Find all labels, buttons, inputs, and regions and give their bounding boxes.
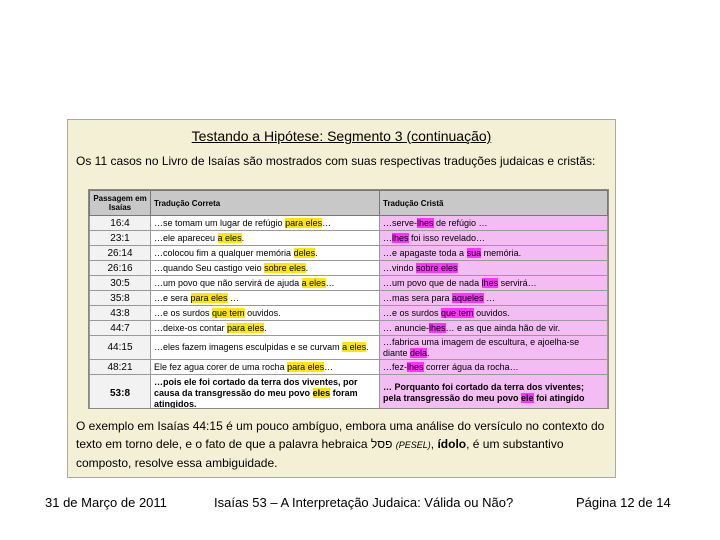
conclusion-text xyxy=(76,417,611,472)
christian-translation xyxy=(380,276,608,291)
passage-ref: 26:14 xyxy=(90,246,151,261)
highlighted-text: para eles xyxy=(285,217,323,228)
text-segment: ouvidos. xyxy=(473,307,510,318)
correct-translation xyxy=(151,216,380,231)
text-segment: correr água da rocha… xyxy=(423,361,519,372)
text-segment: . xyxy=(264,322,267,333)
footer-date: 31 de Março de 2011 xyxy=(45,495,167,510)
text-segment: …mas sera para xyxy=(383,292,453,303)
christian-translation xyxy=(380,291,608,306)
hebrew-word: פסל xyxy=(370,437,393,451)
text-segment: … e as que ainda hão de vir. xyxy=(445,322,561,333)
correct-translation xyxy=(151,321,380,336)
table-row xyxy=(90,261,608,276)
slide-panel xyxy=(67,119,616,478)
text-segment: servirá… xyxy=(498,277,537,288)
table-row xyxy=(90,246,608,261)
comparison-table xyxy=(89,190,608,409)
correct-translation xyxy=(151,336,380,360)
text-segment: …ele apareceu xyxy=(154,232,218,243)
conclusion-part-2: , é um substantivo composto, resolve essa ambiguidade. xyxy=(76,437,564,470)
table-header-row xyxy=(90,191,608,216)
highlighted-text: sua xyxy=(466,247,482,258)
correct-translation xyxy=(151,246,380,261)
text-segment: … Porquanto foi cortado da terra dos viventes; pela transgressão do meu povo xyxy=(383,382,585,403)
highlighted-text: a eles xyxy=(301,277,326,288)
text-segment: … xyxy=(483,292,496,303)
correct-translation xyxy=(151,261,380,276)
correct-translation xyxy=(151,276,380,291)
text-segment: …e apagaste toda a xyxy=(383,247,467,258)
text-segment: …fabrica uma imagem de escultura, e ajoelha-se diante xyxy=(383,336,580,358)
conclusion-part-1: O exemplo em Isaías 44:15 é um pouco ambíguo, embora uma análise do versículo no contexto do texto em torno dele, e o fato de que a palavra hebraica xyxy=(76,419,605,451)
slide-title: Testando a Hipótese: Segmento 3 (continuação) xyxy=(191,128,492,144)
highlighted-text: eles xyxy=(312,387,331,398)
christian-translation xyxy=(380,336,608,360)
correct-translation xyxy=(151,231,380,246)
passage-ref: 23:1 xyxy=(90,231,151,246)
christian-translation xyxy=(380,246,608,261)
text-segment: … xyxy=(325,277,335,288)
christian-translation xyxy=(380,306,608,321)
header-passage: Passagem em Isaías xyxy=(90,191,151,216)
text-segment: . xyxy=(427,347,430,358)
intro-text: Os 11 casos no Livro de Isaías são mostrados com suas respectivas traduções judaicas e cristãs: xyxy=(76,154,596,168)
correct-translation xyxy=(151,291,380,306)
text-segment: ouvidos. xyxy=(244,307,281,318)
table-row xyxy=(90,321,608,336)
highlighted-text: lhes xyxy=(417,217,434,228)
passage-ref: 16:4 xyxy=(90,216,151,231)
footer-title: Isaías 53 – A Interpretação Judaica: Válida ou Não? xyxy=(214,495,514,510)
text-segment: . xyxy=(305,262,309,273)
correct-translation xyxy=(151,375,380,410)
comparison-table-container xyxy=(88,189,609,409)
text-segment: …um povo que de nada xyxy=(383,277,482,288)
christian-translation xyxy=(380,261,608,276)
footer-page: Página 12 de 14 xyxy=(576,495,671,510)
highlighted-text: a eles xyxy=(342,342,367,352)
passage-ref: 30:5 xyxy=(90,276,151,291)
text-segment: …serve- xyxy=(383,217,418,228)
text-segment: . xyxy=(366,342,369,352)
text-segment: …um povo que não servirá de ajuda xyxy=(154,277,302,288)
highlighted-text: sobre eles xyxy=(416,262,458,273)
correct-translation xyxy=(151,360,380,375)
text-segment: …fez- xyxy=(383,361,408,372)
highlighted-text: para eles xyxy=(190,292,228,303)
table-row xyxy=(90,291,608,306)
table-row xyxy=(90,276,608,291)
passage-ref: 48:21 xyxy=(90,360,151,375)
highlighted-text: para eles xyxy=(287,361,325,372)
transliteration: (PESEL) xyxy=(395,440,431,450)
passage-ref: 53:8 xyxy=(90,375,151,410)
text-segment: …e os surdos xyxy=(154,307,213,318)
comma: , xyxy=(430,437,438,451)
text-segment: foram atingidos. xyxy=(154,387,358,409)
table-row xyxy=(90,360,608,375)
passage-ref: 26:16 xyxy=(90,261,151,276)
header-correct: Tradução Correta xyxy=(151,191,380,216)
highlighted-text: dela xyxy=(410,347,428,358)
correct-translation xyxy=(151,306,380,321)
highlighted-text: que tem xyxy=(212,307,245,318)
christian-translation xyxy=(380,216,608,231)
passage-ref: 44:15 xyxy=(90,336,151,360)
christian-translation xyxy=(380,321,608,336)
text-segment: …quando Seu castigo veio xyxy=(154,262,265,273)
text-segment: foi isso revelado… xyxy=(408,232,486,243)
christian-translation xyxy=(380,375,608,410)
highlighted-text: aqueles xyxy=(452,292,484,303)
table-row xyxy=(90,336,608,360)
text-segment: … xyxy=(227,292,240,303)
text-segment: … anuncie- xyxy=(383,322,430,333)
text-segment: …colocou fim a qualquer memória xyxy=(154,247,294,258)
text-segment: Ele fez agua corer de uma rocha xyxy=(154,361,288,372)
passage-ref: 35:8 xyxy=(90,291,151,306)
text-segment: . xyxy=(315,247,318,258)
text-segment: … xyxy=(324,361,334,372)
highlighted-text: lhes xyxy=(392,232,409,243)
highlighted-text: para eles xyxy=(227,322,265,333)
highlighted-text: que tem xyxy=(441,307,474,318)
highlighted-text: deles xyxy=(293,247,316,258)
text-segment: memória. xyxy=(481,247,522,258)
christian-translation xyxy=(380,360,608,375)
text-segment: … xyxy=(322,217,332,228)
text-segment: . xyxy=(241,232,245,243)
table-row xyxy=(90,216,608,231)
highlighted-text: lhes xyxy=(407,361,424,372)
christian-translation xyxy=(380,231,608,246)
bold-word-idolo: ídolo xyxy=(437,437,467,451)
highlighted-text: a eles xyxy=(217,232,242,243)
text-segment: de refúgio … xyxy=(433,217,488,228)
table-row xyxy=(90,375,608,410)
header-christian: Tradução Cristã xyxy=(380,191,608,216)
highlighted-text: lhes xyxy=(481,277,499,288)
text-segment: …deixe-os contar xyxy=(154,322,228,333)
passage-ref: 44:7 xyxy=(90,321,151,336)
table-row xyxy=(90,306,608,321)
text-segment: …vindo xyxy=(383,262,417,273)
text-segment: …se tomam um lugar de refúgio xyxy=(154,217,286,228)
highlighted-text: sobre eles xyxy=(264,262,306,273)
text-segment: …eles fazem imagens esculpidas e se curvam xyxy=(154,342,343,352)
table-body xyxy=(90,216,608,410)
highlighted-text: lhes xyxy=(429,322,446,333)
text-segment: …e sera xyxy=(154,292,191,303)
table-row xyxy=(90,231,608,246)
highlighted-text: ele xyxy=(521,393,534,403)
passage-ref: 43:8 xyxy=(90,306,151,321)
text-segment: foi atingido xyxy=(533,393,585,403)
text-segment: …e os surdos xyxy=(383,307,442,318)
text-segment: …pois ele foi cortado da terra dos viventes, por causa da transgressão do meu povo xyxy=(154,376,358,398)
text-segment: … xyxy=(383,232,392,243)
